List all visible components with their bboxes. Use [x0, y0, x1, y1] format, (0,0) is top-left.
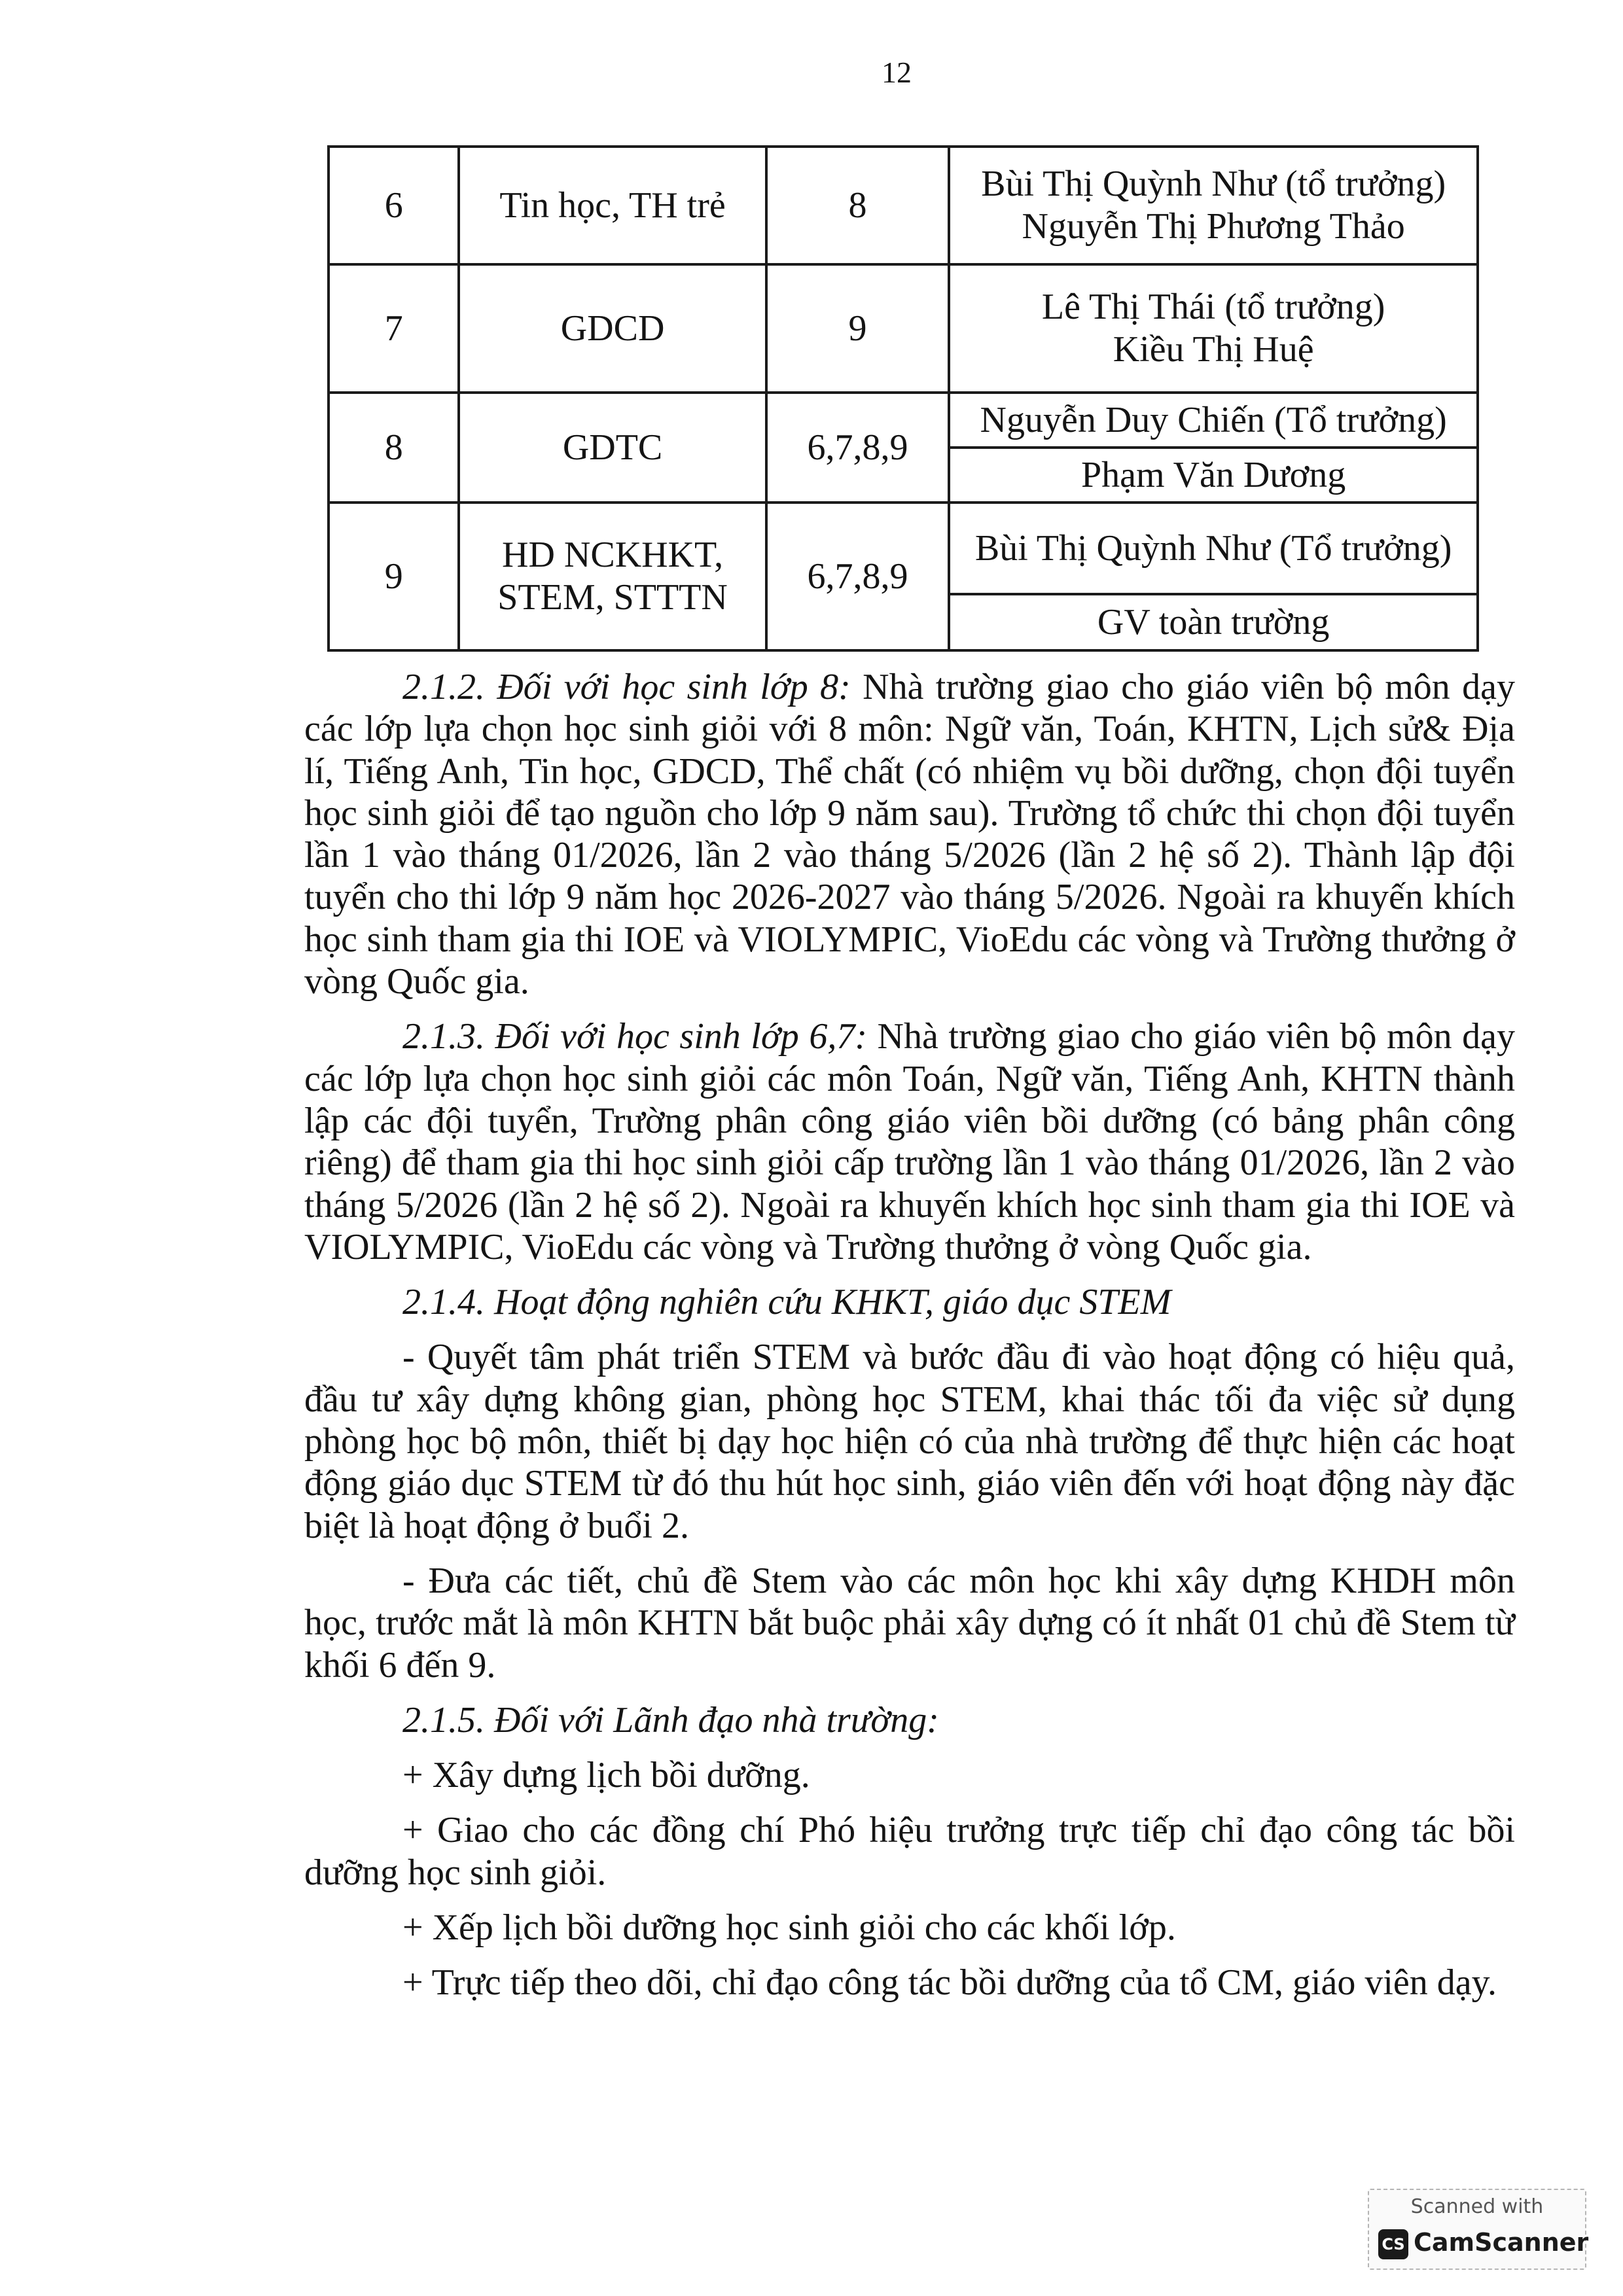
section-heading: 2.1.3. Đối với học sinh lớp 6,7: [402, 1016, 867, 1057]
table-row [329, 147, 1478, 264]
grades-cell: 9 [766, 264, 950, 393]
staff-assignment-table [327, 145, 1479, 652]
camscanner-logo-icon: CS [1378, 2229, 1408, 2259]
teacher-name: Nguyễn Duy Chiến (Tổ trưởng) [949, 393, 1478, 448]
paragraph-text: Nhà trường giao cho giáo viên bộ môn dạy các lớp lựa chọn học sinh giỏi với 8 môn: Ngữ văn, Toán, KHTN, Lịch sử& Địa lí, Tiếng Anh, Tin học, GDCD, Thể chất (có nhiệm vụ bồi dưỡng, chọn đội tuyển học sinh giỏi để tạo nguồn cho lớp 9 năm sau). Trường tổ chức thi chọn đội tuyển lần 1 vào tháng 01/2026, lần 2 vào tháng 5/2026 (lần 2 hệ số 2). Thành lập đội tuyển cho thi lớp 9 năm học 2026-2027 vào tháng 5/2026. Ngoài ra khuyến khích học sinh tham gia thi IOE và VIOLYMPIC, VioEdu các vòng và Trường thưởng ở vòng Quốc gia. [304, 667, 1515, 1002]
subject-cell: Tin học, TH trẻ [459, 147, 766, 264]
list-item: + Giao cho các đồng chí Phó hiệu trưởng trực tiếp chỉ đạo công tác bồi dưỡng học sinh giỏi. [304, 1810, 1515, 1893]
section-heading: 2.1.2. Đối với học sinh lớp 8: [402, 667, 851, 707]
subject-line: HD NCKHKT, [502, 535, 724, 576]
row-number: 9 [329, 503, 459, 650]
row-number: 7 [329, 264, 459, 393]
grades-cell: 8 [766, 147, 950, 264]
teacher-name: Bùi Thị Quỳnh Như (Tổ trưởng) [949, 503, 1478, 594]
teacher-name: Kiều Thị Huệ [1113, 329, 1314, 370]
teachers-cell [949, 147, 1478, 264]
table-row [329, 393, 1478, 448]
list-item: + Trực tiếp theo dõi, chỉ đạo công tác bồi dưỡng của tổ CM, giáo viên dạy. [402, 1962, 1497, 2004]
teachers-cell [949, 264, 1478, 393]
watermark-brand: CamScanner [1414, 2228, 1589, 2257]
paragraph-text: - Quyết tâm phát triển STEM và bước đầu đi vào hoạt động có hiệu quả, đầu tư xây dựng không gian, phòng học STEM, khai thác tối đa việc sử dụng phòng học bộ môn, thiết bị dạy học hiện có của nhà trường để thực hiện các hoạt động giáo dục STEM từ đó thu hút học sinh, giáo viên đến với hoạt động này đặc biệt là hoạt động ở buổi 2. [304, 1337, 1515, 1546]
paragraph [304, 1016, 1515, 1268]
subject-cell [459, 503, 766, 650]
teacher-name: Lê Thị Thái (tổ trưởng) [1041, 287, 1385, 328]
paragraph-text: - Đưa các tiết, chủ đề Stem vào các môn học khi xây dựng KHDH môn học, trước mắt là môn KHTN bắt buộc phải xây dựng có ít nhất 01 chủ đề Stem từ khối 6 đến 9. [304, 1560, 1515, 1686]
teacher-name: GV toàn trường [949, 594, 1478, 650]
row-number: 8 [329, 393, 459, 503]
section-heading: 2.1.5. Đối với Lãnh đạo nhà trường: [402, 1699, 939, 1740]
grades-cell: 6,7,8,9 [766, 393, 950, 503]
paragraph [304, 666, 1515, 1002]
paragraph [304, 1281, 1515, 1323]
row-number: 6 [329, 147, 459, 264]
grades-cell: 6,7,8,9 [766, 503, 950, 650]
teacher-name: Nguyễn Thị Phương Thảo [1022, 206, 1405, 247]
table-row [329, 503, 1478, 594]
watermark-caption: Scanned with [1410, 2195, 1544, 2218]
camscanner-watermark [1368, 2189, 1589, 2270]
section-heading: 2.1.4. Hoạt động nghiên cứu KHKT, giáo dục STEM [402, 1282, 1171, 1323]
table-row [329, 264, 1478, 393]
document-body [304, 666, 1515, 2017]
teacher-name: Bùi Thị Quỳnh Như (tổ trưởng) [981, 164, 1446, 205]
subject-cell: GDTC [459, 393, 766, 503]
paragraph-text: Nhà trường giao cho giáo viên bộ môn dạy các lớp lựa chọn học sinh giỏi các môn Toán, Ngữ văn, Tiếng Anh, KHTN thành lập các đội tuyển, Trường phân công giáo viên bồi dưỡng (có bảng phân công riêng) để tham gia thi học sinh giỏi cấp trường lần 1 vào tháng 01/2026, lần 2 vào tháng 5/2026 (lần 2 hệ số 2). Ngoài ra khuyến khích học sinh tham gia thi IOE và VIOLYMPIC, VioEdu các vòng và Trường thưởng ở vòng Quốc gia. [304, 1016, 1515, 1267]
subject-line: STEM, STTTN [497, 577, 728, 618]
paragraph [304, 1699, 1515, 1741]
subject-cell: GDCD [459, 264, 766, 393]
teacher-name: Phạm Văn Dương [949, 448, 1478, 503]
list-item: + Xây dựng lịch bồi dưỡng. [402, 1755, 810, 1796]
page-number: 12 [882, 56, 912, 89]
list-item: + Xếp lịch bồi dưỡng học sinh giỏi cho các khối lớp. [402, 1907, 1176, 1949]
